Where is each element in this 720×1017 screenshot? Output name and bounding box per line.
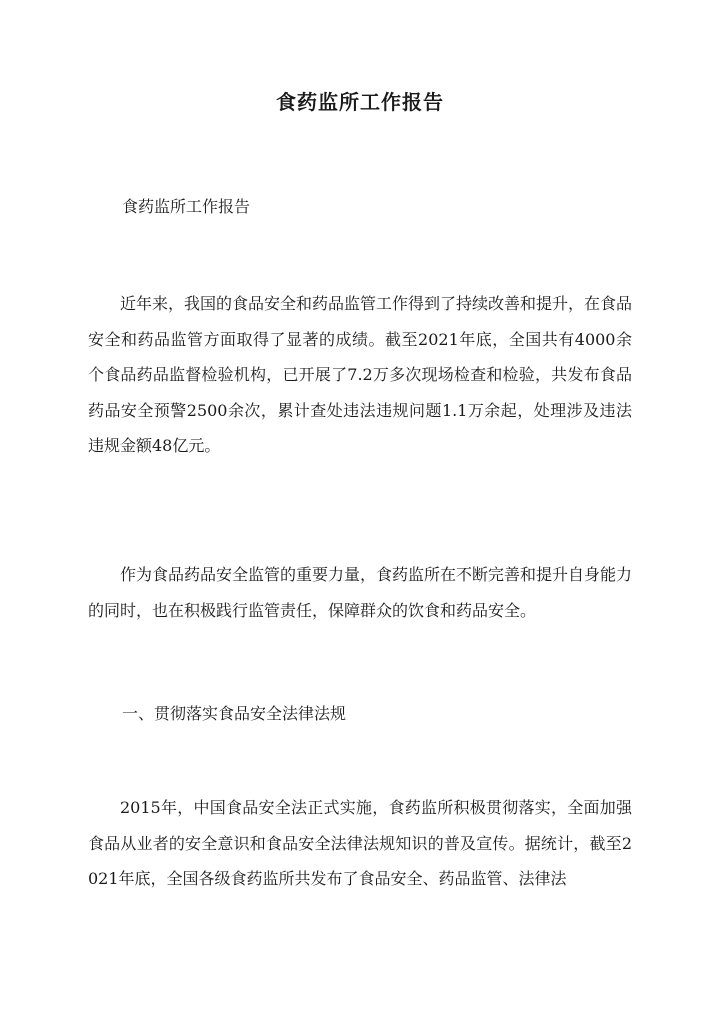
paragraph-role: 作为食品药品安全监管的重要力量，食药监所在不断完善和提升自身能力的同时，也在积极践行监管责任，保障群众的饮食和药品安全。 (88, 565, 633, 620)
paragraph-law: 2015年，中国食品安全法正式实施，食药监所积极贯彻落实，全面加强食品从业者的安全意识和食品安全法律法规知识的普及宣传。据统计，截至2021年底，全国各级食药监所共发布了食品安全、药品监管、法律法 (88, 798, 632, 888)
section-heading-1: 一、贯彻落实食品安全法律法规 (122, 704, 347, 723)
document-subtitle: 食药监所工作报告 (122, 197, 251, 216)
paragraph-intro: 近年来，我国的食品安全和药品监管工作得到了持续改善和提升，在食品安全和药品监管方面取得了显著的成绩。截至2021年底，全国共有4000余个食品药品监督检验机构，已开展了7.2万多次现场检查和检验，共发布食品药品安全预警2500余次，累计查处违法违规问题1.1万余起，处理涉及违法违规金额48亿元。 (88, 294, 633, 455)
document-title: 食药监所工作报告 (276, 90, 444, 114)
